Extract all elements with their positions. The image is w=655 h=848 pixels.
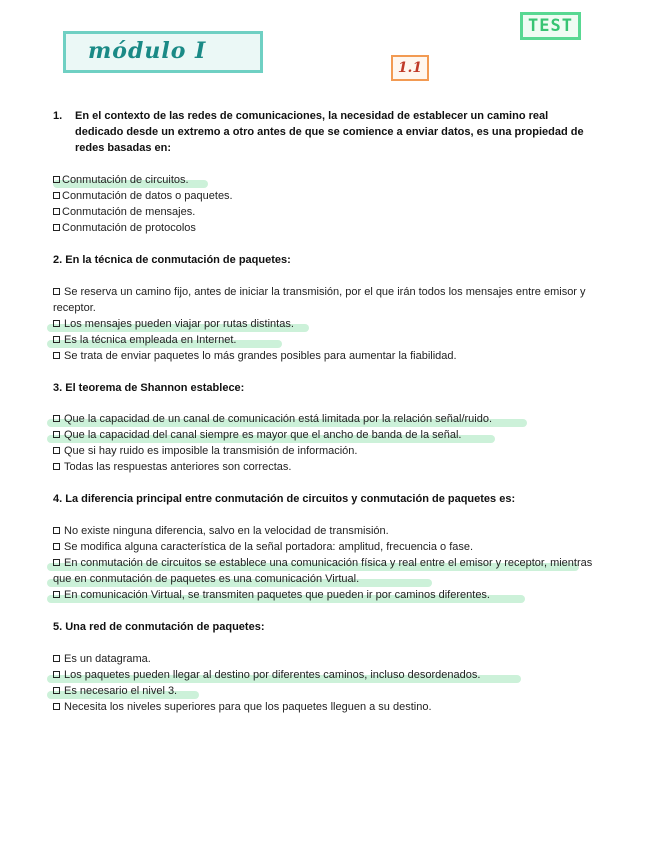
option-item [53, 523, 389, 539]
option-text: Que la capacidad del canal siempre es mayor que el ancho de banda de la señal. [64, 429, 462, 441]
checkbox-icon [53, 463, 60, 470]
option-text: Se reserva un camino fijo, antes de iniciar la transmisión, por el que irán todos los mensajes entre emisor y receptor. [53, 286, 586, 314]
option-text: Conmutación de protocolos [62, 222, 196, 234]
question-4-title: 4. La diferencia principal entre conmutación de circuitos y conmutación de paquetes es: [53, 493, 516, 505]
option-item [53, 443, 357, 459]
section-number: 1.1 [397, 60, 423, 76]
option-item [53, 188, 233, 204]
option-item [53, 427, 461, 443]
checkbox-icon [53, 224, 60, 231]
checkbox-icon [53, 543, 60, 550]
checkbox-icon [53, 288, 60, 295]
option-text: Necesita los niveles superiores para que los paquetes lleguen a su destino. [64, 701, 432, 713]
option-text: Se modifica alguna característica de la señal portadora: amplitud, frecuencia o fase. [64, 541, 474, 553]
checkbox-icon [53, 208, 60, 215]
checkbox-icon [53, 352, 60, 359]
option-item [53, 172, 189, 188]
checkbox-icon [53, 559, 60, 566]
question-1 [53, 108, 598, 156]
option-text: Conmutación de circuitos. [62, 174, 189, 186]
option-text: Se trata de enviar paquetes lo más grandes posibles para aumentar la fiabilidad. [64, 350, 457, 362]
option-item [53, 587, 490, 603]
option-text: Que la capacidad de un canal de comunicación está limitada por la relación señal/ruido. [64, 413, 493, 425]
option-item [53, 348, 457, 364]
option-item [53, 220, 196, 236]
question-1-text: En el contexto de las redes de comunicaciones, la necesidad de establecer un camino real dedicado desde un extremo a otro antes de que se comience a enviar datos, es una propiedad de redes basadas en: [75, 110, 584, 154]
checkbox-icon [53, 527, 60, 534]
option-item [53, 411, 492, 427]
checkbox-icon [53, 320, 60, 327]
option-text: Conmutación de datos o paquetes. [62, 190, 233, 202]
option-text: Conmutación de mensajes. [62, 206, 196, 218]
option-text: Es un datagrama. [64, 653, 151, 665]
option-item [53, 667, 480, 683]
checkbox-icon [53, 591, 60, 598]
option-text: Es necesario el nivel 3. [64, 685, 178, 697]
option-item [53, 204, 195, 220]
option-text: En comunicación Virtual, se transmiten paquetes que pueden ir por caminos diferentes. [64, 589, 490, 601]
option-text: Es la técnica empleada en Internet. [64, 334, 237, 346]
checkbox-icon [53, 415, 60, 422]
module-title: módulo I [88, 38, 207, 64]
checkbox-icon [53, 703, 60, 710]
option-text: Todas las respuestas anteriores son correctas. [64, 461, 292, 473]
option-text: No existe ninguna diferencia, salvo en la velocidad de transmisión. [64, 525, 389, 537]
test-label: TEST [528, 16, 573, 36]
checkbox-icon [53, 671, 60, 678]
question-1-number: 1. [53, 110, 63, 122]
question-3-title: 3. El teorema de Shannon establece: [53, 382, 245, 394]
option-item [53, 459, 291, 475]
option-item [53, 316, 294, 332]
option-item [53, 683, 177, 699]
option-text: Los paquetes pueden llegar al destino por diferentes caminos, incluso desordenados. [64, 669, 481, 681]
option-item [53, 651, 151, 667]
checkbox-icon [53, 431, 60, 438]
checkbox-icon [53, 176, 60, 183]
option-item [53, 699, 432, 715]
option-text: Que si hay ruido es imposible la transmisión de información. [64, 445, 358, 457]
option-text: En conmutación de circuitos se establece una comunicación física y real entre el emisor y receptor, mientras que en conmutación de paquetes es una comunicación Virtual. [53, 557, 593, 585]
module-title-box [63, 31, 263, 73]
checkbox-icon [53, 192, 60, 199]
option-text: Los mensajes pueden viajar por rutas distintas. [64, 318, 294, 330]
checkbox-icon [53, 447, 60, 454]
checkbox-icon [53, 336, 60, 343]
checkbox-icon [53, 655, 60, 662]
checkbox-icon [53, 687, 60, 694]
question-5-title: 5. Una red de conmutación de paquetes: [53, 621, 265, 633]
option-item [53, 539, 473, 555]
option-item [53, 555, 613, 587]
option-item [53, 284, 613, 316]
section-number-box [391, 55, 429, 81]
question-2-title: 2. En la técnica de conmutación de paquetes: [53, 254, 291, 266]
option-item [53, 332, 236, 348]
test-label-box [520, 12, 581, 40]
